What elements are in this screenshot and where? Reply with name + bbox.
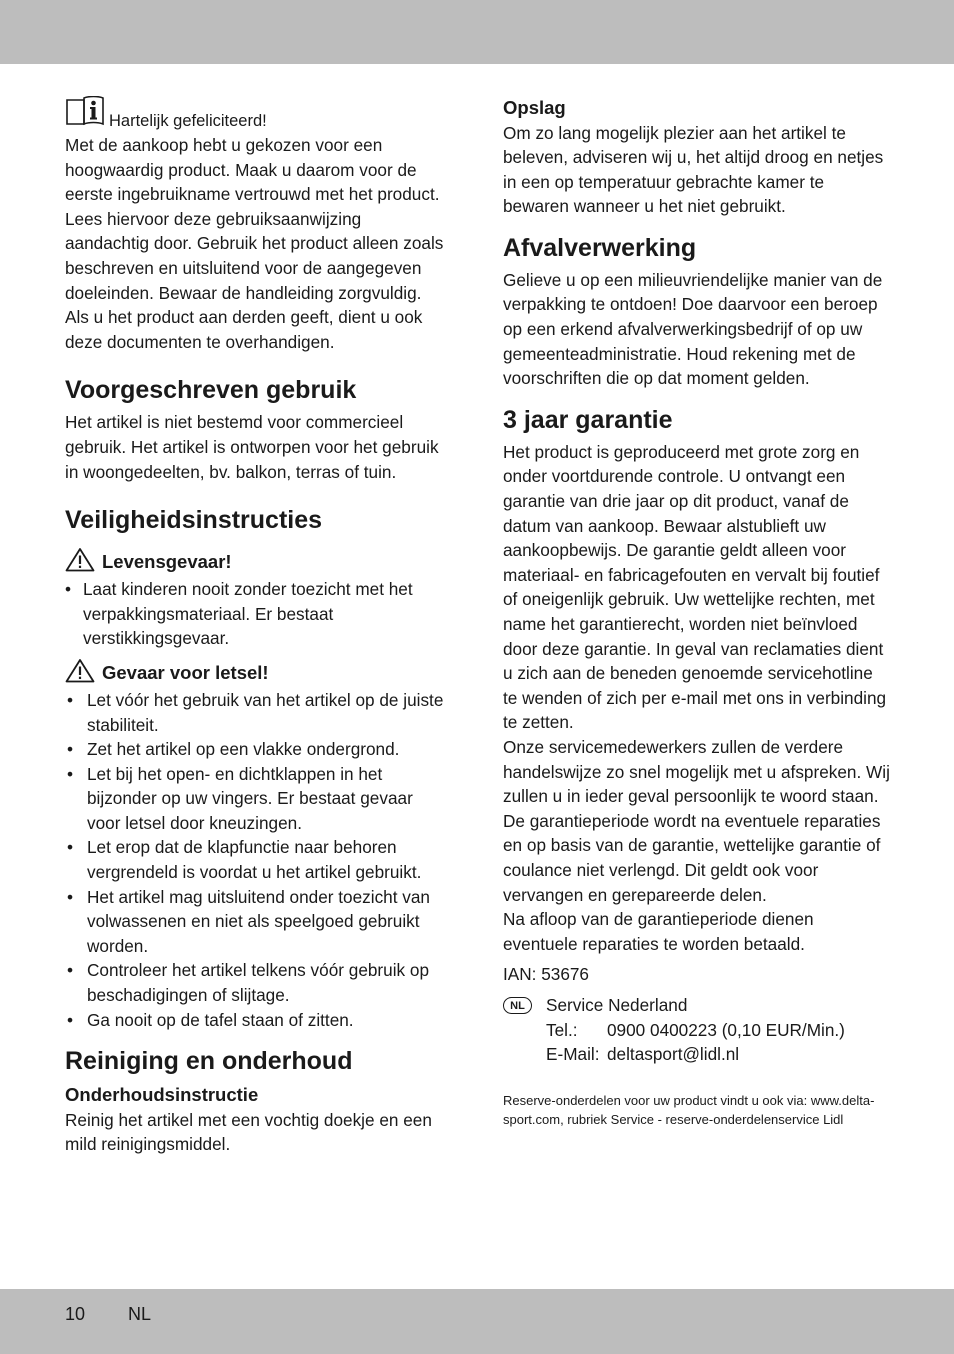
tel-label: Tel.:: [546, 1019, 578, 1040]
footer-language: NL: [128, 1304, 152, 1324]
service-name: Service Nederland: [546, 994, 688, 1015]
email-value: deltasport@lidl.nl: [607, 1044, 740, 1065]
nl-badge-icon: NL: [503, 997, 532, 1014]
list-item: • Ga nooit op de tafel staan of zitten.: [65, 1008, 447, 1033]
page-number: 10: [65, 1304, 86, 1324]
list-item: • Laat kinderen nooit zonder toezicht met het verpakkingsmateriaal. Er bestaat verstikkingsgevaar.: [65, 577, 447, 651]
tel-value: 0900 0400223 (0,10 EUR/Min.): [607, 1019, 845, 1040]
list-item: • Let vóór het gebruik van het artikel op de juiste stabiliteit.: [65, 688, 447, 737]
email-label: E-Mail:: [546, 1044, 600, 1065]
disposal-text: Gelieve u op een milieuvriendelijke manier van de verpakking te ontdoen! Doe daarvoor een beroep op een erkend afvalverwerkingsbedrijf of op uw gemeenteadministratie. Houd rekening met de voorschriften die op dat moment gelden.: [503, 269, 883, 389]
cleaning-subheading: Onderhoudsinstructie: [65, 1084, 259, 1106]
safety-heading: Veiligheidsinstructies: [65, 506, 323, 535]
intro-heading: [65, 96, 447, 133]
right-column: [503, 96, 891, 1129]
service-block: [503, 993, 891, 1067]
warranty-text-3: Na afloop van de garantieperiode dienen eventuele reparaties te worden betaald.: [503, 909, 814, 954]
disposal-heading: Afvalverwerking: [503, 233, 697, 262]
intro-title: Hartelijk gefeliciteerd!: [109, 112, 267, 130]
list-item: • Het artikel mag uitsluitend onder toezicht van volwassenen en niet als speelgoed gebruikt worden.: [65, 885, 447, 959]
list-item: • Let bij het open- en dichtklappen in het bijzonder op uw vingers. Er bestaat gevaar voor letsel door kneuzingen.: [65, 762, 447, 836]
intended-use-heading: Voorgeschreven gebruik: [65, 376, 357, 405]
storage-heading: Opslag: [503, 97, 566, 118]
warning-injury-list: [65, 688, 447, 1032]
list-item: • Controleer het artikel telkens vóór gebruik op beschadigingen of slijtage.: [65, 958, 447, 1007]
storage-text: Om zo lang mogelijk plezier aan het artikel te beleven, adviseren wij u, het altijd droog en netjes in een op temperatuur gebrachte kamer te bewaren wanneer u het niet gebruikt.: [503, 122, 884, 217]
warranty-heading: 3 jaar garantie: [503, 405, 673, 434]
intended-use-text: Het artikel is niet bestemd voor commercieel gebruik. Het artikel is ontworpen voor het gebruik in woongedeelten, bv. balkon, terras of tuin.: [65, 412, 439, 482]
warning-injury-title: Gevaar voor letsel!: [102, 661, 269, 683]
cleaning-heading: Reiniging en onderhoud: [65, 1047, 353, 1076]
warranty-text-1: Het product is geproduceerd met grote zorg en onder voortdurende controle. U ontvangt een garantie van drie jaar op dit product, vanaf de datum van aankoop. Bewaar alstublieft uw aankoopbewijs. De garantie geldt alleen voor materiaal- en fabricagefouten en vervalt bij foutief of oneigenlijk gebruik. Uw wettelijke rechten, met name het garantierecht, worden niet beïnvloed door deze garantie. In geval van reclamaties dient u zich aan de beneden genoemde servicehotline te wenden of zich per e-mail met ons in verbinding te zetten.: [503, 441, 887, 733]
book-info-icon: [65, 96, 105, 133]
ian-number: IAN: 53676: [503, 964, 589, 985]
list-item: • Zet het artikel op een vlakke ondergrond.: [65, 737, 447, 762]
warning-life-danger: [65, 547, 447, 577]
intro-text: Met de aankoop hebt u gekozen voor een hoogwaardig product. Maak u daarom voor de eerste ingebruikname vertrouwd met het product. Lees hiervoor deze gebruiksaanwijzing aandachtig door. Gebruik het product alleen zoals beschreven en uitsluitend voor de aangegeven doeleinden. Bewaar de handleiding zorgvuldig. Als u het product aan derden geeft, dient u ook deze documenten te overhandigen.: [65, 135, 444, 352]
cleaning-text: Reinig het artikel met een vochtig doekje en een mild reinigingsmiddel.: [65, 1109, 432, 1155]
left-column: [65, 96, 447, 1157]
warranty-text-2: Onze servicemedewerkers zullen de verdere handelswijze zo snel mogelijk met u afspreken. Wij zullen u in ieder geval persoonlijk te woord staan. De garantieperiode wordt na eventuele reparaties en op basis van de garantie, wettelijke garantie of coulance niet verlengd. Dit geldt ook voor vervangen en gerepareerde delen.: [503, 736, 890, 905]
spare-parts-note: Reserve-onderdelen voor uw product vindt u ook via: www.delta-sport.com, rubriek Service - reserve-onderdelenservice Lidl: [503, 1092, 875, 1127]
warning-triangle-icon: [65, 547, 95, 577]
warning-injury: [65, 658, 447, 688]
header-bar: [0, 0, 954, 64]
warning-triangle-icon: [65, 658, 95, 688]
warning-life-danger-list: [65, 577, 447, 651]
warning-life-danger-title: Levensgevaar!: [102, 550, 232, 572]
list-item: • Let erop dat de klapfunctie naar behoren vergrendeld is voordat u het artikel gebruikt.: [65, 835, 447, 884]
